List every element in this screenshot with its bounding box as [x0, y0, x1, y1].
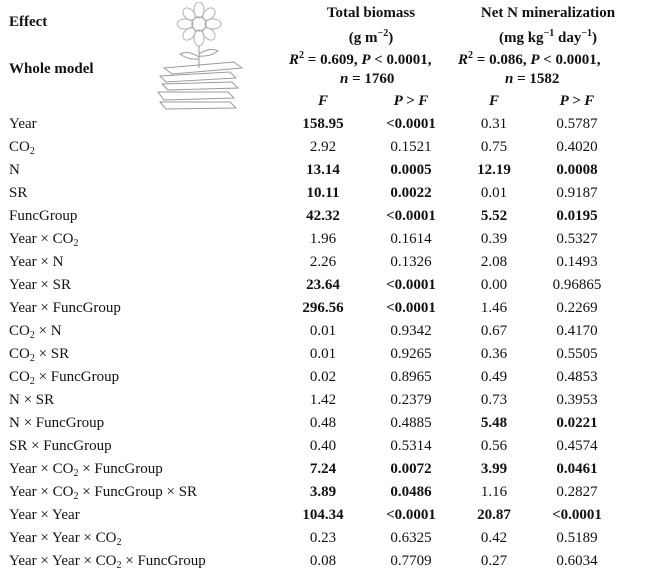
- net-n-p-cell: 0.2269: [556, 300, 598, 316]
- net-n-p-cell: 0.3953: [556, 392, 598, 408]
- total-biomass-p-cell: 0.1614: [390, 231, 432, 247]
- net-n-p-cell: 0.2827: [556, 484, 598, 500]
- net-n-f-cell: 5.52: [480, 208, 508, 224]
- total-biomass-f-cell: 3.89: [309, 484, 337, 500]
- net-n-f-cell: 0.56: [480, 438, 508, 454]
- table-row: [0, 254, 650, 276]
- net-n-f-cell: 0.75: [480, 139, 508, 155]
- net-n-p-cell: 0.5189: [556, 530, 598, 546]
- table-row: [0, 415, 650, 437]
- effect-cell: $CO_2 \times N$: [9, 323, 62, 341]
- table-row: [0, 346, 650, 368]
- total-biomass-f-cell: 42.32: [306, 208, 340, 224]
- net-n-f-cell: 0.67: [480, 323, 508, 339]
- net-n-p-cell: 0.5505: [556, 346, 598, 362]
- net-n-p-cell: 0.96865: [552, 277, 602, 293]
- net-n-f-cell: 0.49: [480, 369, 508, 385]
- total-biomass-f-cell: 10.11: [306, 185, 340, 201]
- total-biomass-p-cell: 0.1326: [390, 254, 432, 270]
- total-biomass-f-cell: 1.42: [309, 392, 337, 408]
- effect-cell: N × SR: [9, 392, 55, 408]
- effect-cell: SR × FuncGroup: [9, 438, 112, 454]
- total-biomass-p-cell: 0.9342: [390, 323, 432, 339]
- net-n-p-cell: 0.4853: [556, 369, 598, 385]
- table-row: [0, 185, 650, 207]
- effect-cell: Year × N: [9, 254, 64, 270]
- effect-cell: N: [9, 162, 20, 178]
- table-row: [0, 553, 650, 575]
- net-n-p-cell: 0.4574: [556, 438, 598, 454]
- f-column-header-1: F: [317, 93, 328, 109]
- total-biomass-n: n = 1760: [340, 71, 395, 87]
- total-biomass-p-cell: <0.0001: [386, 300, 436, 316]
- total-biomass-f-cell: 23.64: [306, 277, 340, 293]
- effect-cell: Year × Year: [9, 507, 80, 523]
- net-n-f-cell: 1.46: [480, 300, 508, 316]
- effect-cell: Year × Year × $CO_2$ × FuncGroup: [9, 553, 206, 571]
- net-n-mineralization-units: (mg $kg^{-1}$ day$^{-1}$): [498, 28, 598, 46]
- table-row: [0, 277, 650, 299]
- net-n-f-cell: 0.27: [480, 553, 508, 569]
- table-row: [0, 116, 650, 138]
- total-biomass-f-cell: 296.56: [302, 300, 344, 316]
- net-n-mineralization-r2: $R^2 = 0.086$, P < 0.0001,: [458, 50, 601, 68]
- total-biomass-title: Total biomass: [326, 5, 416, 21]
- effect-cell: Year × $CO_2$ × FuncGroup × SR: [9, 484, 198, 502]
- total-biomass-f-cell: 158.95: [302, 116, 344, 132]
- net-n-p-cell: 0.0195: [556, 208, 598, 224]
- total-biomass-f-cell: 0.48: [309, 415, 337, 431]
- net-n-p-cell: 0.1493: [556, 254, 598, 270]
- net-n-f-cell: 0.01: [480, 185, 508, 201]
- table-row: [0, 530, 650, 552]
- effect-cell: Year × $CO_2$: [9, 231, 79, 249]
- total-biomass-f-cell: 13.14: [306, 162, 340, 178]
- total-biomass-f-cell: 0.01: [309, 346, 337, 362]
- table-row: [0, 392, 650, 414]
- total-biomass-p-cell: 0.5314: [390, 438, 432, 454]
- total-biomass-p-cell: 0.6325: [390, 530, 432, 546]
- effect-cell: FuncGroup: [9, 208, 78, 224]
- table-row: [0, 300, 650, 322]
- net-n-f-cell: 0.31: [480, 116, 508, 132]
- total-biomass-p-cell: <0.0001: [386, 116, 436, 132]
- total-biomass-p-cell: 0.4885: [390, 415, 432, 431]
- net-n-f-cell: 20.87: [477, 507, 511, 523]
- flower-books-watermark-icon: [150, 2, 248, 110]
- table-row: [0, 208, 650, 230]
- net-n-p-cell: 0.4170: [556, 323, 598, 339]
- table-row: [0, 369, 650, 391]
- effect-cell: Year × $CO_2$ × FuncGroup: [9, 461, 163, 479]
- total-biomass-p-cell: <0.0001: [386, 208, 436, 224]
- net-n-p-cell: 0.5327: [556, 231, 598, 247]
- net-n-p-cell: 0.4020: [556, 139, 598, 155]
- effect-cell: Year × SR: [9, 277, 71, 293]
- table-row: [0, 484, 650, 506]
- effect-cell: $CO_2$: [9, 139, 35, 157]
- total-biomass-f-cell: 1.96: [309, 231, 337, 247]
- total-biomass-f-cell: 0.08: [309, 553, 337, 569]
- whole-model-label: Whole model: [9, 61, 94, 77]
- table-row: [0, 323, 650, 345]
- total-biomass-p-cell: 0.2379: [390, 392, 432, 408]
- table-row: [0, 461, 650, 483]
- net-n-p-cell: <0.0001: [552, 507, 602, 523]
- total-biomass-f-cell: 0.02: [309, 369, 337, 385]
- net-n-mineralization-title: Net N mineralization: [480, 5, 616, 21]
- table-row: [0, 438, 650, 460]
- effect-cell: Year: [9, 116, 37, 132]
- total-biomass-f-cell: 0.01: [309, 323, 337, 339]
- total-biomass-p-cell: <0.0001: [386, 507, 436, 523]
- net-n-p-cell: 0.0461: [556, 461, 598, 477]
- net-n-mineralization-n: n = 1582: [505, 71, 560, 87]
- total-biomass-p-cell: 0.1521: [390, 139, 432, 155]
- net-n-f-cell: 0.36: [480, 346, 508, 362]
- effect-cell: N × FuncGroup: [9, 415, 105, 431]
- net-n-p-cell: 0.0221: [556, 415, 598, 431]
- net-n-f-cell: 0.39: [480, 231, 508, 247]
- net-n-f-cell: 2.08: [480, 254, 508, 270]
- total-biomass-f-cell: 2.26: [309, 254, 337, 270]
- table-row: [0, 231, 650, 253]
- effect-cell: Year × FuncGroup: [9, 300, 121, 316]
- net-n-f-cell: 3.99: [480, 461, 508, 477]
- total-biomass-p-cell: 0.0072: [390, 461, 432, 477]
- effect-cell: Year × Year × $CO_2$: [9, 530, 122, 548]
- net-n-p-cell: 0.6034: [556, 553, 598, 569]
- net-n-p-cell: 0.0008: [556, 162, 598, 178]
- total-biomass-p-cell: 0.8965: [390, 369, 432, 385]
- total-biomass-f-cell: 2.92: [309, 139, 337, 155]
- table-row: [0, 507, 650, 529]
- p-column-header-2: P > F: [559, 93, 595, 109]
- total-biomass-p-cell: 0.9265: [390, 346, 432, 362]
- net-n-f-cell: 0.00: [480, 277, 508, 293]
- effect-cell: $CO_2$ × FuncGroup: [9, 369, 120, 387]
- net-n-p-cell: 0.9187: [556, 185, 598, 201]
- total-biomass-f-cell: 7.24: [309, 461, 337, 477]
- table-row: [0, 162, 650, 184]
- table-row: [0, 139, 650, 161]
- f-column-header-2: F: [488, 93, 499, 109]
- total-biomass-p-cell: <0.0001: [386, 277, 436, 293]
- total-biomass-p-cell: 0.0486: [390, 484, 432, 500]
- total-biomass-f-cell: 104.34: [302, 507, 344, 523]
- total-biomass-p-cell: 0.7709: [390, 553, 432, 569]
- total-biomass-units: (g $m^{-2}$): [348, 28, 394, 46]
- total-biomass-p-cell: 0.0005: [390, 162, 432, 178]
- net-n-f-cell: 0.73: [480, 392, 508, 408]
- total-biomass-f-cell: 0.40: [309, 438, 337, 454]
- effect-header: Effect: [9, 14, 48, 30]
- total-biomass-f-cell: 0.23: [309, 530, 337, 546]
- effect-cell: $CO_2$ × SR: [9, 346, 70, 364]
- net-n-f-cell: 12.19: [477, 162, 511, 178]
- net-n-p-cell: 0.5787: [556, 116, 598, 132]
- effect-cell: SR: [9, 185, 28, 201]
- total-biomass-r2: $R^2 = 0.609$, P < 0.0001,: [289, 50, 432, 68]
- net-n-f-cell: 0.42: [480, 530, 508, 546]
- net-n-f-cell: 1.16: [480, 484, 508, 500]
- total-biomass-p-cell: 0.0022: [390, 185, 432, 201]
- p-column-header-1: P > F: [393, 93, 429, 109]
- net-n-f-cell: 5.48: [480, 415, 508, 431]
